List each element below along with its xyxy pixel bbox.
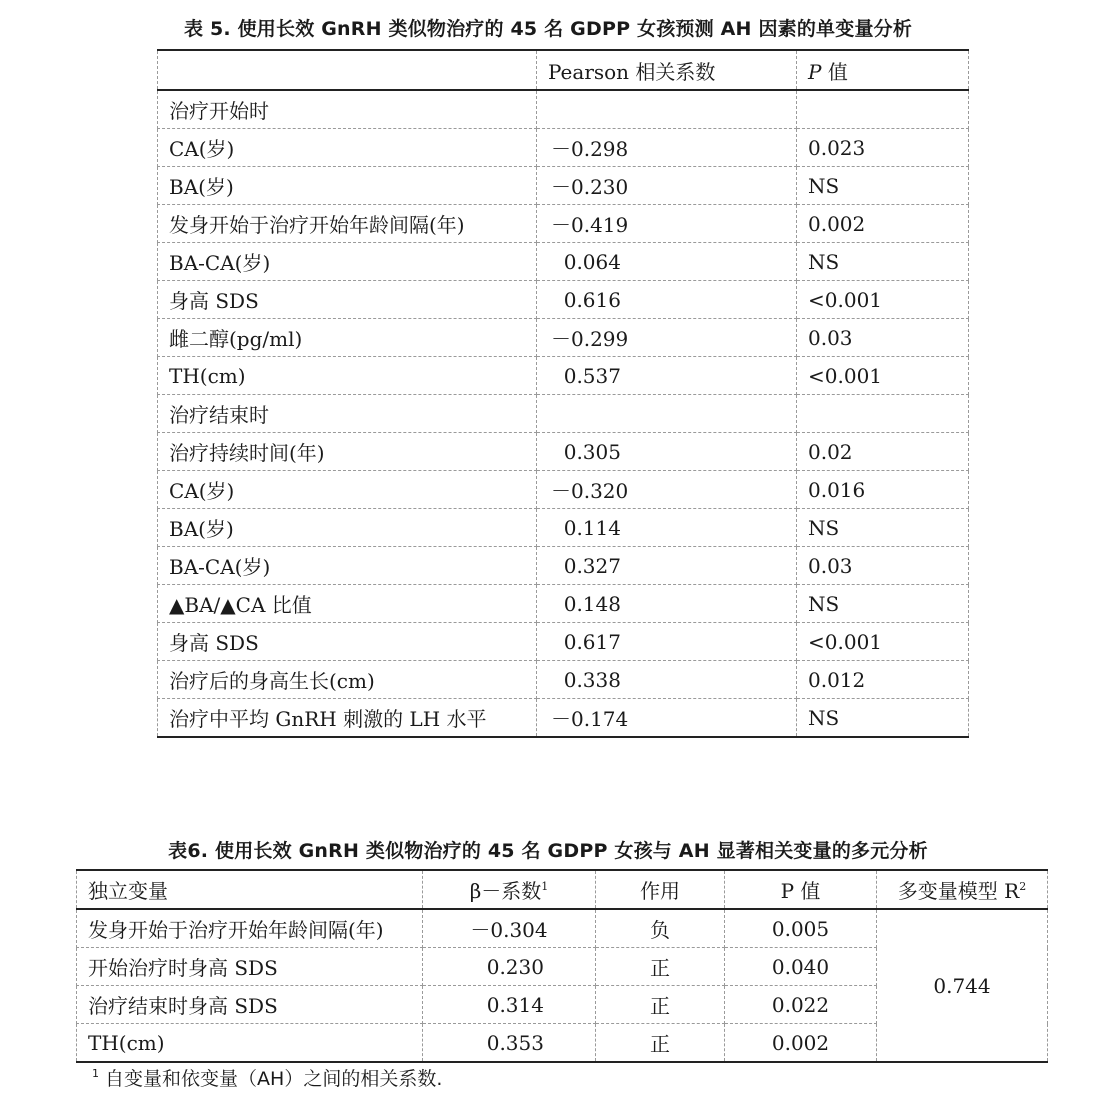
footnote-text: 自变量和依变量（AH）之间的相关系数. xyxy=(105,1068,443,1090)
row-label-a: BA/ xyxy=(184,593,221,617)
row-label: CA(岁) xyxy=(158,129,537,167)
row-label: BA(岁) xyxy=(158,167,537,205)
row-pearson: －0.419 xyxy=(537,205,797,243)
row-variable: TH(cm) xyxy=(77,1024,423,1063)
delta-triangle-icon: ▲ xyxy=(169,593,185,617)
row-label: 身高 SDS xyxy=(158,623,537,661)
row-pearson: －0.320 xyxy=(537,471,797,509)
row-label: 治疗后的身高生长(cm) xyxy=(158,661,537,699)
row-label: 身高 SDS xyxy=(158,281,537,319)
table-row xyxy=(158,319,969,357)
r2-label: 多变量模型 R xyxy=(897,879,1020,903)
row-beta: 0.314 xyxy=(423,986,596,1024)
row-effect: 正 xyxy=(596,986,725,1024)
row-pearson: 0.338 xyxy=(537,661,797,699)
row-label: 发身开始于治疗开始年龄间隔(年) xyxy=(158,205,537,243)
table-row xyxy=(158,433,969,471)
row-p: 0.012 xyxy=(797,661,969,699)
table6-multivariate xyxy=(76,869,1048,1063)
row-p: 0.023 xyxy=(797,129,969,167)
row-p: <0.001 xyxy=(797,281,969,319)
table6-caption: 表6. 使用长效 GnRH 类似物治疗的 45 名 GDPP 女孩与 AH 显著相关变量的多元分析 xyxy=(168,840,928,862)
table-row xyxy=(158,243,969,281)
row-p: 0.002 xyxy=(797,205,969,243)
table6-header-row xyxy=(77,870,1048,909)
table5-header-p xyxy=(797,50,969,90)
row-effect: 正 xyxy=(596,1024,725,1063)
table-row xyxy=(158,585,969,623)
row-pearson: －0.174 xyxy=(537,699,797,738)
row-beta: 0.230 xyxy=(423,948,596,986)
row-pearson: 0.148 xyxy=(537,585,797,623)
row-label: BA-CA(岁) xyxy=(158,547,537,585)
row-p: 0.03 xyxy=(797,319,969,357)
row-label: 治疗持续时间(年) xyxy=(158,433,537,471)
row-p: NS xyxy=(797,243,969,281)
table5-header-row xyxy=(158,50,969,90)
row-pearson xyxy=(537,90,797,129)
row-pearson: 0.114 xyxy=(537,509,797,547)
row-label xyxy=(158,585,537,623)
table6-header-beta xyxy=(423,870,596,909)
row-p: <0.001 xyxy=(797,623,969,661)
table-row xyxy=(158,395,969,433)
row-effect: 负 xyxy=(596,909,725,948)
row-pearson: 0.064 xyxy=(537,243,797,281)
row-label: 治疗开始时 xyxy=(158,90,537,129)
row-pearson: 0.305 xyxy=(537,433,797,471)
row-p xyxy=(797,90,969,129)
table-row xyxy=(77,909,1048,948)
row-p: 0.002 xyxy=(725,1024,877,1063)
row-label: 治疗结束时 xyxy=(158,395,537,433)
r2-value: 0.744 xyxy=(877,909,1048,1062)
row-pearson: －0.299 xyxy=(537,319,797,357)
row-p: NS xyxy=(797,699,969,738)
p-label-rest: 值 xyxy=(821,59,848,84)
row-p: NS xyxy=(797,509,969,547)
row-effect: 正 xyxy=(596,948,725,986)
table6-header-r2 xyxy=(877,870,1048,909)
row-p: 0.03 xyxy=(797,547,969,585)
row-label-b: CA 比值 xyxy=(235,593,312,617)
table-row xyxy=(158,167,969,205)
table-row xyxy=(158,90,969,129)
table-row xyxy=(158,547,969,585)
table6-footnote xyxy=(92,1064,442,1091)
table5-header-pearson: Pearson 相关系数 xyxy=(537,50,797,90)
row-pearson: －0.298 xyxy=(537,129,797,167)
table-row xyxy=(158,471,969,509)
table6-header-effect: 作用 xyxy=(596,870,725,909)
row-variable: 发身开始于治疗开始年龄间隔(年) xyxy=(77,909,423,948)
p-italic: P xyxy=(808,59,822,84)
row-pearson: 0.537 xyxy=(537,357,797,395)
row-p: NS xyxy=(797,585,969,623)
row-p: NS xyxy=(797,167,969,205)
table5-header-variable xyxy=(158,50,537,90)
row-p xyxy=(797,395,969,433)
beta-label: β－系数 xyxy=(469,879,542,903)
row-pearson: 0.616 xyxy=(537,281,797,319)
row-p: 0.02 xyxy=(797,433,969,471)
row-label: 雌二醇(pg/ml) xyxy=(158,319,537,357)
row-label: BA-CA(岁) xyxy=(158,243,537,281)
table6-header-variable: 独立变量 xyxy=(77,870,423,909)
row-pearson xyxy=(537,395,797,433)
row-label: 治疗中平均 GnRH 刺激的 LH 水平 xyxy=(158,699,537,738)
table-row xyxy=(158,699,969,738)
row-p: 0.022 xyxy=(725,986,877,1024)
delta-triangle-icon: ▲ xyxy=(220,593,236,617)
row-label: BA(岁) xyxy=(158,509,537,547)
row-label: CA(岁) xyxy=(158,471,537,509)
table-row xyxy=(158,129,969,167)
table6-header-p: P 值 xyxy=(725,870,877,909)
row-p: 0.016 xyxy=(797,471,969,509)
table5-univariate xyxy=(157,49,969,738)
row-beta: －0.304 xyxy=(423,909,596,948)
row-pearson: 0.327 xyxy=(537,547,797,585)
row-p: 0.005 xyxy=(725,909,877,948)
row-pearson: 0.617 xyxy=(537,623,797,661)
beta-footnote-mark: 1 xyxy=(541,880,549,893)
r2-superscript: 2 xyxy=(1019,880,1027,893)
table-row xyxy=(158,623,969,661)
table-row xyxy=(158,357,969,395)
row-variable: 治疗结束时身高 SDS xyxy=(77,986,423,1024)
table-row xyxy=(158,661,969,699)
table-row xyxy=(158,205,969,243)
row-variable: 开始治疗时身高 SDS xyxy=(77,948,423,986)
row-label: TH(cm) xyxy=(158,357,537,395)
row-p: 0.040 xyxy=(725,948,877,986)
row-p: <0.001 xyxy=(797,357,969,395)
table5-caption: 表 5. 使用长效 GnRH 类似物治疗的 45 名 GDPP 女孩预测 AH 因素的单变量分析 xyxy=(183,18,913,40)
table-row xyxy=(158,509,969,547)
table-row xyxy=(158,281,969,319)
footnote-mark: 1 xyxy=(92,1067,99,1080)
row-beta: 0.353 xyxy=(423,1024,596,1063)
row-pearson: －0.230 xyxy=(537,167,797,205)
